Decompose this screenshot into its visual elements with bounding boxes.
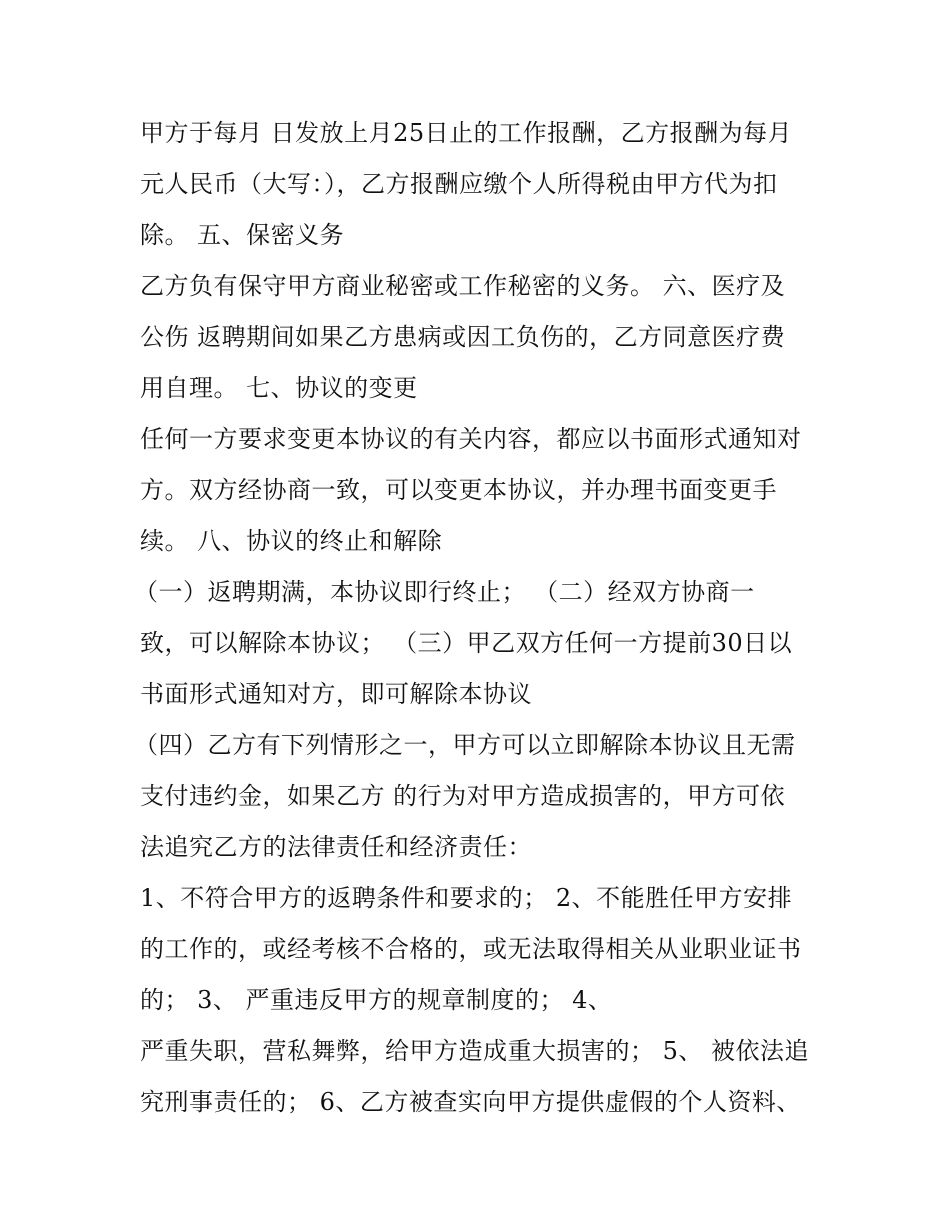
text-line-11: 致，可以解除本协议； （三）甲乙双方任何一方提前30日以 [140, 629, 793, 657]
text-line-9: 续。 八、协议的终止和解除 [140, 527, 443, 555]
text-line-16: 1、不符合甲方的返聘条件和要求的； 2、不能胜任甲方安排 [140, 884, 793, 912]
text-line-10: （一）返聘期满，本协议即行终止； （二）经双方协商一 [134, 578, 755, 606]
text-line-17: 的工作的，或经考核不合格的，或无法取得相关从业职业证书 [140, 935, 802, 963]
text-line-5: 公伤 返聘期间如果乙方患病或因工负伤的，乙方同意医疗费 [140, 323, 786, 351]
document-body [134, 108, 820, 1128]
text-line-2: 元人民币（大写：），乙方报酬应缴个人所得税由甲方代为扣 [140, 170, 778, 198]
text-line-14: 支付违约金，如果乙方 的行为对甲方造成损害的，甲方可依 [140, 782, 786, 810]
text-line-13: （四）乙方有下列情形之一，甲方可以立即解除本协议且无需 [134, 731, 796, 759]
text-line-7: 任何一方要求变更本协议的有关内容，都应以书面形式通知对 [140, 425, 802, 453]
text-line-20: 究刑事责任的； 6、乙方被查实向甲方提供虚假的个人资料、 [140, 1088, 801, 1116]
text-line-19: 严重失职，营私舞弊，给甲方造成重大损害的； 5、 被依法追 [140, 1037, 810, 1065]
text-line-15: 法追究乙方的法律责任和经济责任： [140, 833, 532, 861]
text-line-3: 除。 五、保密义务 [140, 221, 345, 249]
text-line-18: 的； 3、 严重违反甲方的规章制度的； 4、 [140, 986, 613, 1014]
text-line-8: 方。双方经协商一致，可以变更本协议，并办理书面变更手 [140, 476, 777, 504]
text-line-12: 书面形式通知对方，即可解除本协议 [140, 680, 532, 708]
text-line-4: 乙方负有保守甲方商业秘密或工作秘密的义务。 六、医疗及 [140, 272, 786, 300]
text-line-1: 甲方于每月 日发放上月25日止的工作报酬，乙方报酬为每月 [140, 119, 793, 147]
text-line-6: 用自理。 七、协议的变更 [140, 374, 418, 402]
